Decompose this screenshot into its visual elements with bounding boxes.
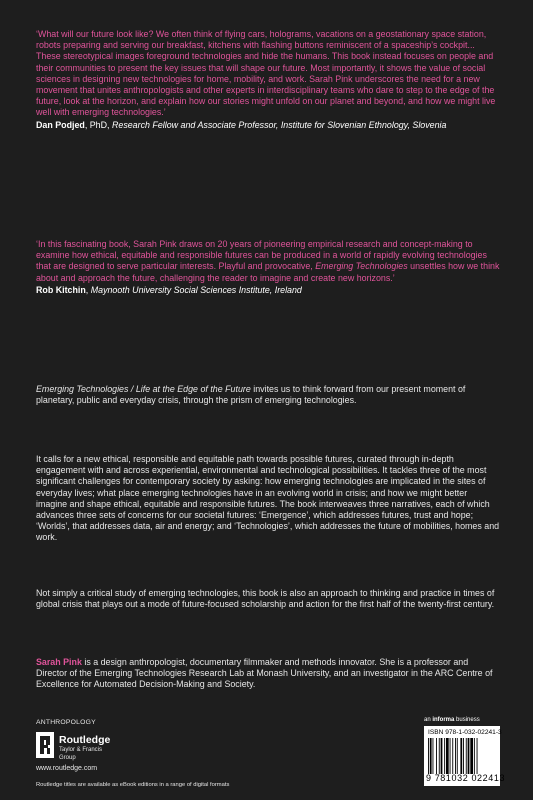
quote-affiliation: Research Fellow and Associate Professor, Institute for Slovenian Ethnology, Slovenia [111, 119, 447, 130]
publisher-name: Routledge [59, 734, 111, 746]
routledge-logo-icon [36, 732, 54, 758]
description-text: invites us to think forward from our present moment of planetary, public and everyday crisis, through the prism of emerging technologies. [36, 384, 466, 406]
informa-brand: informa [432, 717, 455, 723]
description-paragraph-1 [36, 384, 500, 406]
quote-attribution [36, 285, 500, 296]
barcode-digits: 9 781032 022413 [426, 773, 506, 783]
quote-text: ‘What will our future look like? We often think of flying cars, holograms, vacations on a geostationary space station, robots preparing and serving our breakfast, kitchens with flashing buttons reminiscent of a spaceship’s cockpit... These stereotypical images foreground technologies and hide the humans. This book instead focuses on people and their communities to present the key issues that will shape our future. Most importantly, it shows the value of social sciences in designing new technologies for home, mobility, and work. Sarah Pink underscores the need for a new movement that unites anthropologists and other experts in interdisciplinary teams who dare to step to the edge of the future, look at the horizon, and explain how our stories might unfold on our planet and beyond, and how we might live well with emerging technologies.’ [36, 29, 496, 118]
informa-prefix: an [424, 717, 433, 723]
description-paragraph-3: Not simply a critical study of emerging technologies, this book is also an approach to thinking and practice in times of global crisis that plays out a mode of future-focused scholarship and action for the first half of the twenty-first century. [36, 588, 495, 610]
author-bio-text: is a design anthropologist, documentary filmmaker and methods innovator. She is a professor and Director of the Emerging Technologies Research Lab at Monash University, and an investigator in the ARC Centre of Excellence for Automated Decision-Making and Society. [36, 657, 493, 690]
book-title: Emerging Technologies / Life at the Edge of the Future [36, 384, 251, 394]
quote-text [36, 239, 500, 284]
quote-affiliation-plain: , [85, 284, 91, 295]
barcode-icon [428, 738, 496, 774]
publisher-group: Taylor & Francis Group [59, 747, 103, 761]
routledge-wordmark [59, 734, 116, 762]
isbn-label: ISBN 978-1-032-02241-3 [428, 729, 502, 736]
endorsement-quote-1 [36, 29, 500, 131]
quote-affiliation-plain: , PhD, [84, 119, 112, 130]
author-bio [36, 657, 500, 691]
endorsement-quote-2 [36, 239, 500, 296]
quote-text-part: unsettles how we think about and approach the future, challenging the reader to imagine and create new horizons.’ [36, 261, 500, 283]
quote-author: Rob Kitchin [36, 284, 86, 295]
informa-business-label [424, 717, 480, 723]
quote-text-part: ‘In this fascinating book, Sarah Pink draws on 20 years of pioneering empirical research and concept-making to examine how ethical, equitable and responsible futures can be produced in a world of rapidly evolving technologies that are designed to serve particular interests. Playful and provocative, [36, 239, 487, 272]
subject-category: ANTHROPOLOGY [36, 719, 96, 726]
ebook-note: Routledge titles are available as eBook editions in a range of digital formats [36, 782, 230, 788]
quote-book-title: Emerging Technologies [315, 261, 408, 272]
quote-affiliation: Maynooth University Social Sciences Institute, Ireland [90, 284, 302, 295]
quote-attribution [36, 120, 500, 131]
description-paragraph-2: It calls for a new ethical, responsible and equitable path towards possible futures, curated through in-depth engagement with and across experiential, environmental and technological possibilities. It tackles three of the most significant challenges for contemporary society by asking: how emerging technologies are implicated in the sites of everyday lives; what place emerging technologies have in an evolving world in crisis; and how we might better imagine and shape ethical, equitable and responsible futures. The book interweaves three narratives, each of which advances three sets of concerns for our societal futures: ‘Emergence’, which addresses futures, trust and hope; ‘Worlds’, that addresses data, air and energy; and ‘Technologies’, which addresses the future of mobilities, homes and work. [36, 454, 500, 543]
isbn-barcode [424, 726, 506, 786]
author-name: Sarah Pink [36, 657, 82, 667]
informa-suffix: business [454, 717, 480, 723]
publisher-url: www.routledge.com [36, 765, 98, 772]
routledge-logo [36, 732, 116, 761]
quote-author: Dan Podjed [36, 119, 85, 130]
